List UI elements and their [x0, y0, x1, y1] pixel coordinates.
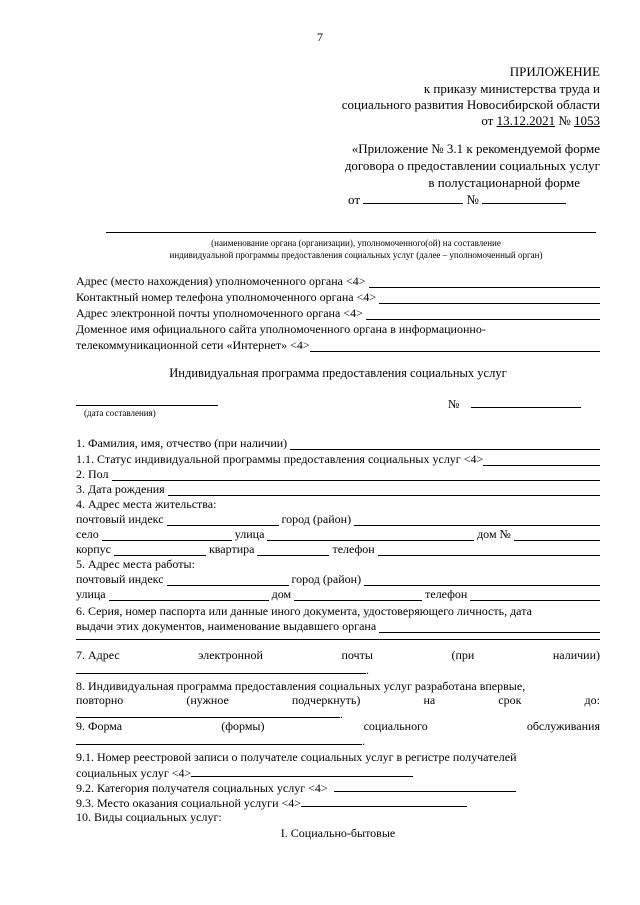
authority-phone-row	[76, 290, 600, 304]
email-label-word-3: почты	[341, 648, 373, 662]
appendix-line-1: «Приложение № 3.1 к рекомендуемой форме	[351, 141, 600, 156]
authority-site-row	[76, 338, 600, 352]
residence-street-label: улица	[234, 527, 265, 541]
section-social-household: I. Социально-бытовые	[280, 826, 396, 840]
residence-village-label: село	[76, 527, 99, 541]
appendix-date-line	[348, 192, 588, 207]
work-house-field[interactable]	[294, 589, 422, 601]
program-number-field[interactable]	[471, 396, 581, 408]
work-address-label: 5. Адрес места работы:	[76, 557, 195, 571]
service-place-row	[76, 795, 600, 810]
program-status-field[interactable]	[483, 454, 600, 466]
service-place-label: 9.3. Место оказания социальной услуги <4>	[76, 796, 302, 810]
work-street-row	[76, 587, 600, 601]
authority-address-label: Адрес (место нахождения) уполномоченного органа <4>	[76, 274, 366, 288]
residence-block-label: корпус	[76, 542, 111, 556]
item-9-row	[76, 719, 600, 733]
email-field[interactable]	[76, 662, 366, 674]
appendix-number-field[interactable]	[482, 192, 566, 204]
authority-address-row	[76, 274, 600, 288]
residence-address-label: 4. Адрес места жительства:	[76, 497, 217, 511]
residence-block-row	[76, 542, 600, 556]
category-field[interactable]	[334, 780, 516, 792]
authority-email-label: Адрес электронной почты уполномоченного органа <4>	[76, 306, 363, 320]
authority-address-field[interactable]	[369, 276, 600, 288]
appendix-date-field[interactable]	[363, 192, 463, 204]
appendix-line-2: договора о предоставлении социальных услуг	[344, 158, 600, 173]
program-number-row	[448, 396, 598, 411]
gender-field[interactable]	[112, 469, 601, 481]
passport-row	[76, 619, 600, 633]
header-title: ПРИЛОЖЕНИЕ	[509, 64, 600, 79]
header-line-3: социального развития Новосибирской области	[341, 97, 600, 112]
residence-village-row	[76, 527, 600, 541]
full-name-field[interactable]	[290, 438, 600, 450]
residence-city-label: город (район)	[281, 512, 352, 526]
service-types-label: 10. Виды социальных услуг:	[76, 810, 222, 824]
header-order-ref	[300, 114, 600, 128]
birth-date-field[interactable]	[168, 484, 600, 496]
authority-email-field[interactable]	[366, 308, 600, 320]
page-number: 7	[317, 30, 323, 44]
registry-label-2: социальных услуг <4>	[76, 766, 192, 780]
residence-phone-label: телефон	[332, 542, 375, 556]
work-postcode-label: почтовый индекс	[76, 572, 164, 586]
registry-label-1: 9.1. Номер реестровой записи о получателе социальных услуг в регистре получателей	[76, 750, 517, 764]
work-street-field[interactable]	[109, 589, 269, 601]
work-house-label: дом	[271, 587, 292, 601]
repeat-word-3: подчеркнуть)	[291, 693, 361, 707]
gender-label: 2. Пол	[76, 467, 109, 481]
residence-flat-label: квартира	[208, 542, 255, 556]
term-field-row: .	[76, 706, 600, 721]
item-7-row	[76, 648, 600, 662]
work-city-field[interactable]	[364, 574, 600, 586]
compile-date-field[interactable]	[76, 394, 218, 406]
full-name-label: 1. Фамилия, имя, отчество (при наличии)	[76, 436, 288, 450]
registry-field[interactable]	[191, 765, 413, 777]
program-num-sign: №	[448, 397, 460, 411]
appendix-num-sign: №	[466, 192, 479, 207]
repeat-word-2: (нужное	[186, 693, 229, 707]
authority-note-1: (наименование органа (организации), уполномоченного(ой) на составление	[211, 238, 501, 248]
service-form-word-2: (формы)	[221, 719, 265, 733]
residence-postcode-row	[76, 512, 600, 526]
authority-name-field[interactable]	[106, 232, 596, 233]
residence-city-field[interactable]	[354, 514, 600, 526]
service-form-word-1: 9. Форма	[76, 719, 123, 733]
residence-street-field[interactable]	[267, 529, 474, 541]
appendix-line-3: в полустационарной форме	[428, 175, 580, 190]
service-place-field[interactable]	[301, 795, 467, 807]
residence-house-field[interactable]	[514, 529, 600, 541]
item-1-row	[76, 436, 600, 450]
compile-date-caption: (дата составления)	[84, 408, 156, 418]
authority-email-row	[76, 306, 600, 320]
item-1-1-row	[76, 452, 600, 466]
email-label-word-2: электронной	[198, 648, 263, 662]
header-line-2: к приказу министерства труда и	[423, 81, 600, 96]
residence-house-label: дом №	[477, 527, 511, 541]
authority-site-label-2: телекоммуникационной сети «Интернет» <4>	[76, 338, 310, 352]
email-label-word-5: наличии)	[552, 648, 600, 662]
residence-flat-field[interactable]	[257, 544, 329, 556]
birth-date-label: 3. Дата рождения	[76, 482, 165, 496]
passport-field[interactable]	[379, 621, 600, 633]
work-city-label: город (район)	[291, 572, 362, 586]
appendix-from: от	[348, 192, 361, 207]
repeat-word-4: на	[423, 693, 436, 707]
program-type-row-2	[76, 693, 600, 707]
order-date: 13.12.2021	[496, 113, 556, 128]
work-phone-field[interactable]	[470, 589, 600, 601]
passport-label-1: 6. Серия, номер паспорта или данные иного документа, удостоверяющего личность, дата	[76, 604, 532, 618]
authority-phone-field[interactable]	[379, 292, 600, 304]
authority-phone-label: Контактный номер телефона уполномоченного органа <4>	[76, 290, 377, 304]
category-label: 9.2. Категория получателя социальных услуг <4>	[76, 781, 328, 795]
service-form-word-3: социального	[363, 719, 428, 733]
service-form-field[interactable]	[76, 733, 362, 745]
header-num-sign: №	[558, 113, 571, 128]
authority-note-2: индивидуальной программы предоставления социальных услуг (далее – уполномоченный орган)	[169, 250, 543, 260]
residence-phone-field[interactable]	[378, 544, 600, 556]
term-field[interactable]	[76, 706, 340, 718]
passport-label-2: выдачи этих документов, наименование выдавшего органа	[76, 619, 377, 633]
residence-block-field[interactable]	[114, 544, 206, 556]
program-status-label: 1.1. Статус индивидуальной программы предоставления социальных услуг <4>	[76, 452, 484, 466]
item-3-row	[76, 482, 600, 496]
program-type-label-1: 8. Индивидуальная программа предоставления социальных услуг разработана впервые,	[76, 679, 526, 693]
authority-site-field[interactable]	[310, 340, 600, 352]
service-form-word-4: обслуживания	[526, 719, 600, 733]
work-street-label: улица	[76, 587, 106, 601]
header-from: от	[481, 113, 494, 128]
work-phone-label: телефон	[425, 587, 468, 601]
email-label-word-4: (при	[451, 648, 475, 662]
email-field-row: .	[76, 662, 600, 677]
authority-site-label-1: Доменное имя официального сайта уполномоченного органа в информационно-	[76, 322, 486, 336]
program-title: Индивидуальная программа предоставления социальных услуг	[169, 366, 507, 380]
repeat-word-5: срок	[498, 693, 522, 707]
repeat-word-1: повторно	[76, 693, 124, 707]
service-form-field-row: .	[76, 733, 600, 748]
residence-village-field[interactable]	[102, 529, 232, 541]
email-label-word-1: 7. Адрес	[76, 648, 120, 662]
order-number: 1053	[574, 113, 600, 128]
item-2-row	[76, 467, 600, 481]
work-postcode-field[interactable]	[167, 574, 289, 586]
passport-field-continued[interactable]	[76, 639, 600, 640]
category-row	[76, 780, 600, 795]
registry-row	[76, 765, 600, 780]
repeat-word-6: до:	[584, 693, 600, 707]
work-postcode-row	[76, 572, 600, 586]
residence-postcode-label: почтовый индекс	[76, 512, 164, 526]
residence-postcode-field[interactable]	[167, 514, 279, 526]
